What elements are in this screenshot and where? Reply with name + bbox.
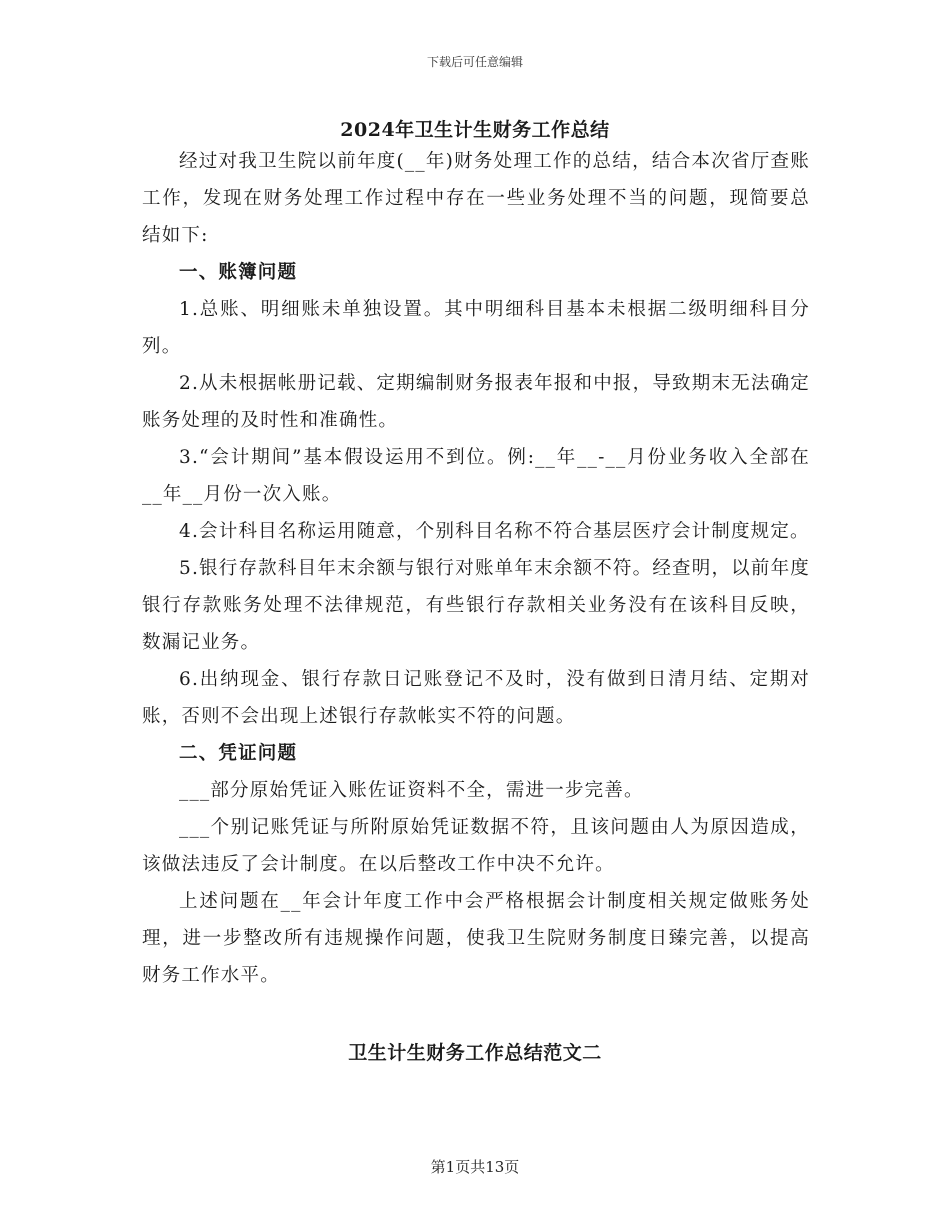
intro-paragraph: 经过对我卫生院以前年度(__年)财务处理工作的总结，结合本次省厅查账工作，发现在财务处理工作过程中存在一些业务处理不当的问题，现简要总结如下: [142, 151, 810, 246]
section-heading-voucher: 二、凭证问题 [179, 743, 298, 764]
conclusion-paragraph: 上述问题在__年会计年度工作中会严格根据会计制度相关规定做账务处理，进一步整改所有违规操作问题，使我卫生院财务制度日臻完善，以提高财务工作水平。 [142, 891, 810, 986]
list-item: 4.会计科目名称运用随意，个别科目名称不符合基层医疗会计制度规定。 [179, 521, 810, 542]
header-note: 下载后可任意编辑 [426, 55, 523, 69]
list-item: 2.从未根据帐册记载、定期编制财务报表年报和中报，导致期末无法确定账务处理的及时性和准确性。 [142, 373, 810, 431]
list-item: 5.银行存款科目年末余额与银行对账单年末余额不符。经查明，以前年度银行存款账务处理不法律规范，有些银行存款相关业务没有在该科目反映，数漏记业务。 [142, 558, 810, 653]
list-item: ___个别记账凭证与所附原始凭证数据不符，且该问题由人为原因造成，该做法违反了会计制度。在以后整改工作中决不允许。 [142, 817, 810, 875]
list-item: 3.“会计期间”基本假设运用不到位。例:__年__-__月份业务收入全部在__年__月份一次入账。 [142, 447, 810, 505]
list-item: ___部分原始凭证入账佐证资料不全，需进一步完善。 [179, 780, 644, 801]
document-body [142, 143, 810, 994]
document-title: 2024年卫生计生财务工作总结 [340, 119, 610, 141]
list-item: 6.出纳现金、银行存款日记账登记不及时，没有做到日清月结、定期对账，否则不会出现上述银行存款帐实不符的问题。 [142, 669, 810, 727]
page-footer: 第1页共13页 [430, 1158, 520, 1176]
section-subtitle: 卫生计生财务工作总结范文二 [348, 1042, 602, 1064]
list-item: 1.总账、明细账未单独设置。其中明细科目基本未根据二级明细科目分列。 [142, 299, 810, 357]
section-heading-ledger: 一、账簿问题 [179, 262, 298, 283]
